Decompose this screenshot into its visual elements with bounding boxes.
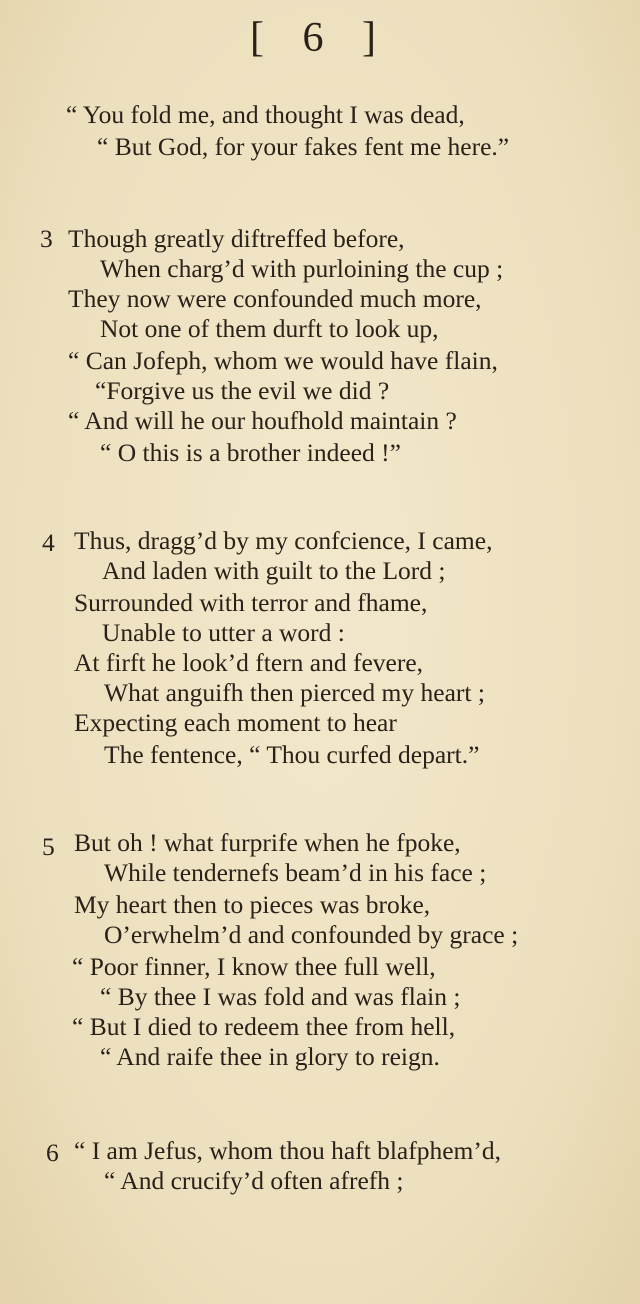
stanza-number: 6 [46,1138,59,1167]
verse-line: O’erwhelm’d and confounded by grace ; [104,920,519,949]
verse-line: My heart then to pieces was broke, [74,890,431,919]
verse-line: What anguifh then pierced my heart ; [104,678,485,707]
verse-line: “ But I died to redeem thee from hell, [72,1012,456,1041]
verse-line: And laden with guilt to the Lord ; [102,556,446,585]
verse-line: “ And raife thee in glory to reign. [100,1042,440,1071]
verse-line: When charg’d with purloining the cup ; [100,254,504,283]
verse-line: Not one of them durft to look up, [100,314,439,343]
verse-line: “Forgive us the evil we did ? [95,376,390,405]
verse-line: Unable to utter a word : [102,618,345,647]
verse-line: “ Poor finner, I know thee full well, [72,952,436,981]
verse-line: But oh ! what furprife when he fpoke, [74,828,461,857]
stanza-number: 5 [42,832,55,861]
verse-line: “ Can Jofeph, whom we would have flain, [68,346,498,375]
verse-line: At firft he look’d ftern and fevere, [74,648,424,677]
verse-line: “ O this is a brother indeed !” [100,438,401,467]
verse-line: Thus, dragg’d by my confcience, I came, [74,526,493,555]
verse-line: They now were confounded much more, [68,284,482,313]
verse-line: Surrounded with terror and fhame, [74,588,428,617]
verse-line: The fentence, “ Thou curfed depart.” [104,740,480,769]
verse-line: “ You fold me, and thought I was dead, [66,100,465,129]
stanza-number: 4 [42,528,55,557]
verse-line: “ And will he our houfhold maintain ? [68,406,457,435]
verse-line: “ I am Jefus, whom thou haft blafphem’d, [74,1136,502,1165]
verse-line: “ By thee I was fold and was flain ; [100,982,461,1011]
verse-line: Though greatly diftreffed before, [68,224,405,253]
verse-line: “ And crucify’d often afrefh ; [104,1166,404,1195]
page-number: [ 6 ] [250,15,390,61]
stanza-number: 3 [40,224,53,253]
verse-line: While tendernefs beam’d in his face ; [104,858,487,887]
verse-line: Expecting each moment to hear [74,708,397,737]
verse-line: “ But God, for your fakes fent me here.” [97,132,510,161]
